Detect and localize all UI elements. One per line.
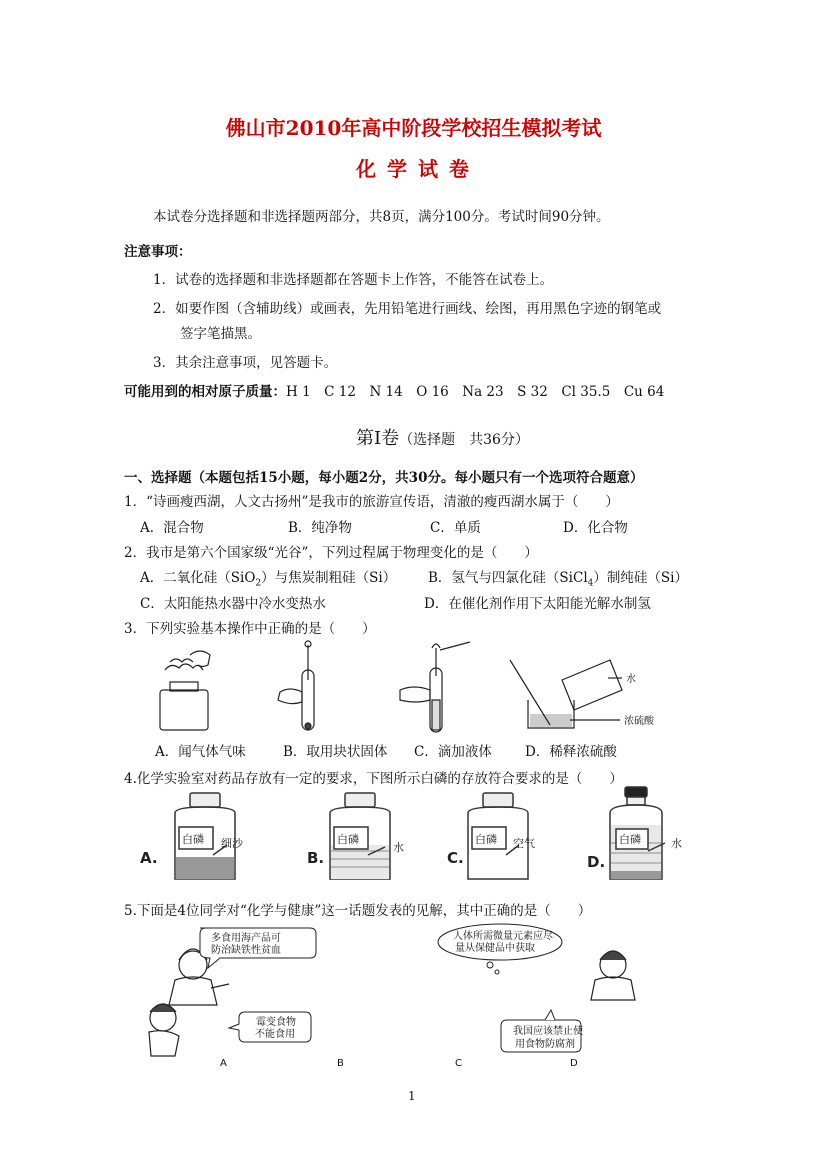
q2-a-part2: ）与焦炭制粗硅（Si）: [261, 570, 397, 586]
bubble-c-line2: 不能食用: [255, 1029, 295, 1040]
bottle-d-label: 白磷: [619, 833, 641, 846]
q2-option-a: [140, 566, 396, 589]
bubble-b-line1: 人体所需微量元素应尽: [453, 931, 553, 942]
q5-letter-c: C: [455, 1058, 462, 1069]
speech-bubble-d: [501, 1010, 583, 1052]
figure-solid-block: [278, 641, 314, 730]
q3-caption-a: A．闻气体气味: [155, 744, 246, 760]
q5-letter-a: A: [220, 1058, 227, 1069]
bottle-c-label: 白磷: [475, 833, 497, 846]
page-number: 1: [408, 1089, 416, 1103]
bubble-a-line2: 防治缺铁性贫血: [211, 945, 281, 956]
q5-stem: 5.下面是4位同学对“化学与健康”这一话题发表的见解，其中正确的是（ ）: [124, 903, 592, 919]
q3-lab-figures: [130, 640, 740, 735]
note-continuation: 签字笔描黑。: [180, 326, 261, 342]
bottle-d-letter: D.: [587, 853, 606, 871]
q5-letter-d: D: [570, 1058, 578, 1069]
q1-stem: 1．“诗画瘦西湖，人文古扬州”是我市的旅游宣传语，清澈的瘦西湖水属于（ ）: [124, 494, 619, 510]
student-c-figure: [149, 1004, 179, 1056]
q5-letter-b: B: [337, 1058, 344, 1069]
figure-dropper: [400, 642, 470, 732]
section1-heading: 一、选择题（本题包括15小题，每小题2分，共30分。每小题只有一个选项符合题意）: [124, 470, 644, 486]
bottle-b-label: 白磷: [337, 833, 359, 846]
note-item: [153, 351, 337, 371]
q2-b-subscript: 4: [587, 578, 594, 589]
atomic-mass-line: [124, 380, 664, 400]
speech-bubble-c: [229, 1012, 311, 1042]
q2-a-subscript: 2: [255, 578, 262, 589]
label-acid: 浓硫酸: [624, 716, 654, 727]
part1-heading: [356, 424, 529, 450]
note-number: 2．: [153, 301, 176, 317]
part1-title: 第Ⅰ卷: [356, 428, 400, 449]
bubble-d-line2: 用食物防腐剂: [515, 1039, 575, 1050]
note-number: 1．: [153, 272, 176, 288]
intro-text: 本试卷分选择题和非选择题两部分，共8页，满分100分。考试时间90分钟。: [153, 209, 610, 225]
bubble-c-line1: 霉变食物: [256, 1017, 296, 1028]
exam-title: 佛山市2010年高中阶段学校招生模拟考试: [225, 116, 602, 140]
q1-option-d: D．化合物: [563, 520, 628, 536]
note-item: [153, 268, 553, 288]
q3-caption-c: C．滴加液体: [414, 744, 492, 760]
bottle-c-side: 空气: [513, 837, 535, 850]
q4-stem: 4.化学实验室对药品存放有一定的要求，下图所示白磷的存放符合要求的是（ ）: [124, 771, 623, 787]
q1-option-a: A．混合物: [140, 520, 204, 536]
student-b-figure: [591, 951, 635, 1000]
q1-option-b: B．纯净物: [288, 520, 352, 536]
bottle-a-label: 白磷: [182, 833, 204, 846]
bottle-a-letter: A.: [140, 849, 158, 867]
q4-bottle-figures: [135, 785, 705, 890]
q3-caption-b: B．取用块状固体: [283, 744, 388, 760]
q5-cartoon-figures: [145, 920, 655, 1070]
atomic-mass-values: H 1 C 12 N 14 O 16 Na 23 S 32 Cl 35.5 Cu 64: [286, 384, 665, 400]
atomic-mass-label: 可能用到的相对原子质量：: [124, 384, 286, 400]
note-item: [153, 297, 661, 317]
bottle-c-letter: C.: [447, 849, 464, 867]
q2-stem: 2．我市是第六个国家级“光谷”，下列过程属于物理变化的是（ ）: [124, 545, 538, 561]
bubble-a-line1: 多食用海产品可: [211, 933, 281, 944]
q2-option-d: D．在催化剂作用下太阳能光解水制氢: [424, 596, 651, 612]
note-text: 其余注意事项，见答题卡。: [175, 355, 338, 371]
bottle-d-side: 水: [671, 837, 682, 850]
q3-stem: 3．下列实验基本操作中正确的是（ ）: [124, 621, 376, 637]
label-water: 水: [626, 674, 636, 685]
bottle-b-letter: B.: [307, 849, 325, 867]
notes-heading: 注意事项：: [124, 244, 192, 260]
speech-bubble-a: [200, 928, 316, 968]
bubble-b-line2: 量从保健品中获取: [455, 943, 535, 954]
figure-smell-gas: [160, 651, 210, 730]
note-text: 试卷的选择题和非选择题都在答题卡上作答，不能答在试卷上。: [175, 272, 554, 288]
bottle-a-side: 细沙: [221, 837, 243, 850]
exam-subtitle: 化 学 试 卷: [356, 157, 471, 181]
q3-caption-d: D．稀释浓硫酸: [525, 744, 617, 760]
q2-b-part2: ）制纯硅（Si）: [593, 570, 688, 586]
q2-option-b: [428, 566, 688, 589]
q2-option-c: C．太阳能热水器中冷水变热水: [140, 596, 326, 612]
bubble-d-line1: 我国应该禁止使: [513, 1026, 583, 1037]
figure-dilute-acid: [510, 660, 622, 728]
speech-bubble-b: [438, 924, 562, 974]
q2-b-part1: B．氢气与四氯化硅（SiCl: [428, 570, 588, 586]
q2-a-part1: A．二氧化硅（SiO: [140, 570, 256, 586]
part1-sub: （选择题 共36分）: [399, 432, 529, 448]
note-number: 3．: [153, 355, 176, 371]
note-text: 如要作图（含辅助线）或画表，先用铅笔进行画线、绘图，再用黑色字迹的钢笔或: [175, 301, 662, 317]
q1-option-c: C．单质: [430, 520, 481, 536]
bottle-b-side: 水: [393, 841, 404, 854]
